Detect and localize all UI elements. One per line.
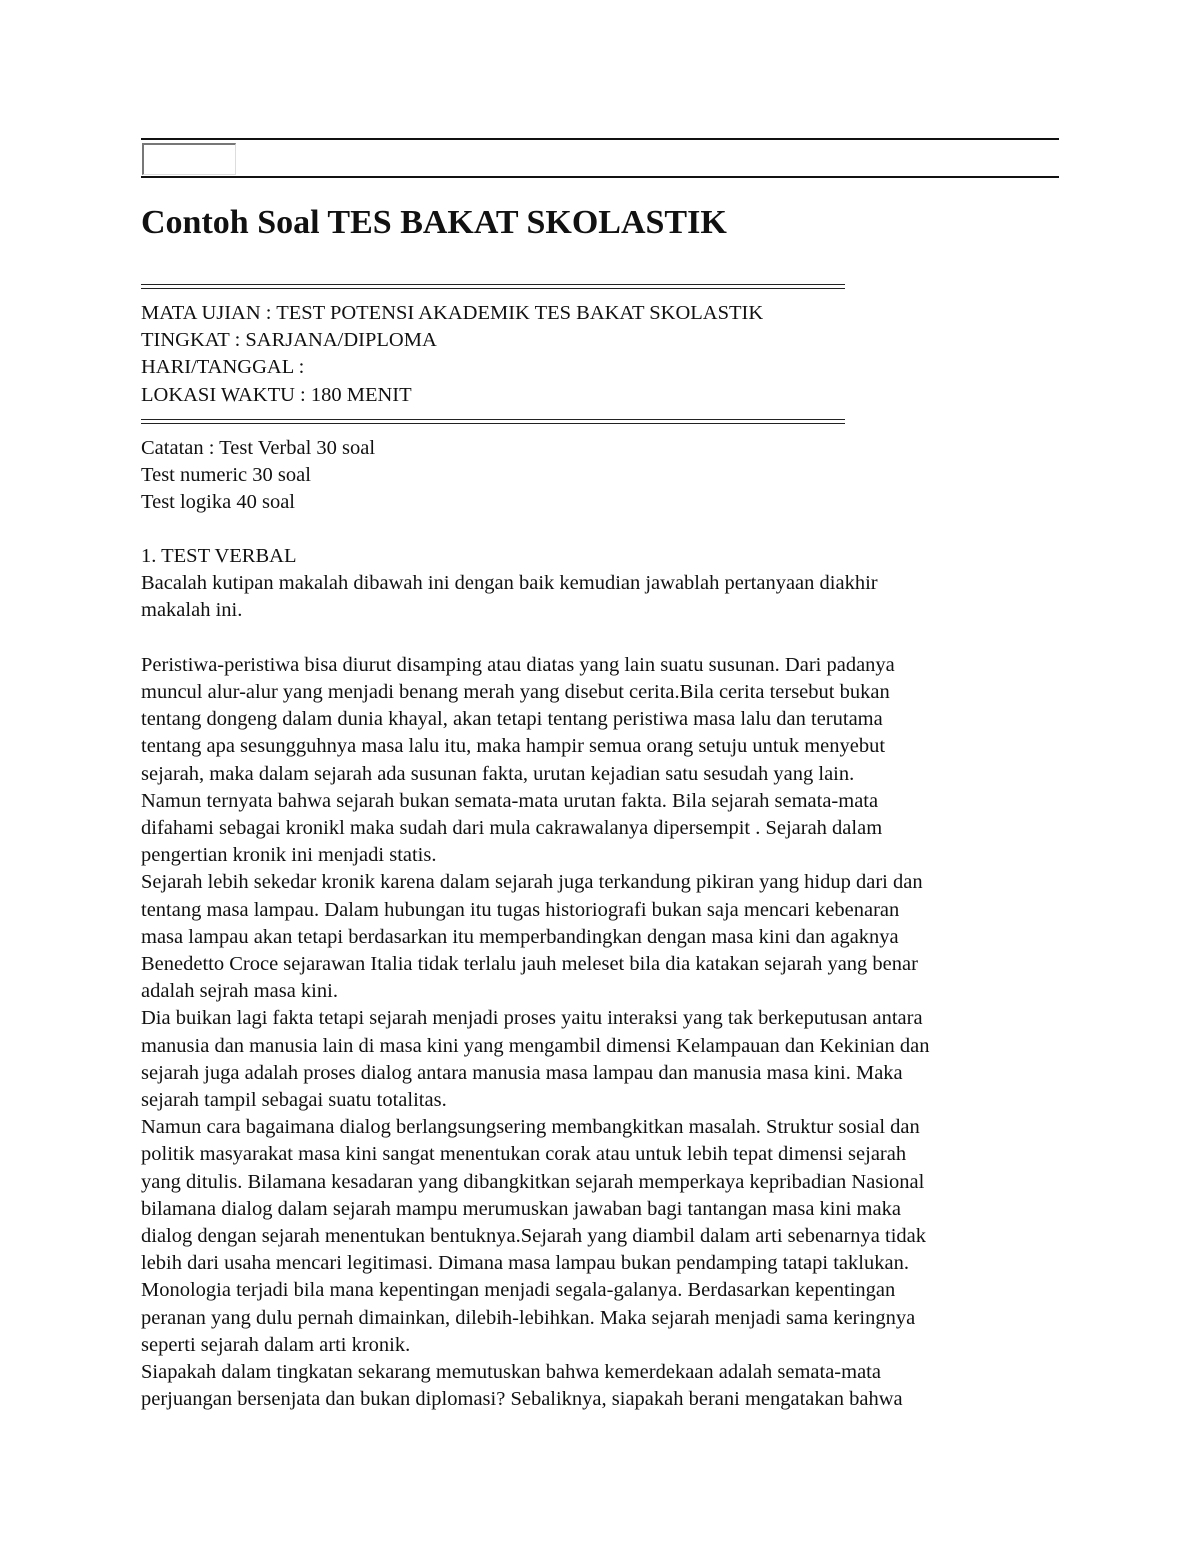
passage-line: tentang dongeng dalam dunia khayal, akan tetapi tentang peristiwa masa lalu dan terutama — [141, 708, 883, 731]
document-title: Contoh Soal TES BAKAT SKOLASTIK — [141, 204, 727, 241]
bottom-horizontal-rule — [141, 176, 1059, 178]
empty-input-box[interactable] — [142, 143, 236, 175]
passage-line: difahami sebagai kronikl maka sudah dari mula cakrawalanya dipersempit . Sejarah dalam — [141, 817, 883, 840]
instruction-line: Bacalah kutipan makalah dibawah ini dengan baik kemudian jawablah pertanyaan diakhir — [141, 572, 878, 595]
passage-line: Sejarah lebih sekedar kronik karena dalam sejarah juga terkandung pikiran yang hidup dari dan — [141, 871, 923, 894]
passage-line: masa lampau akan tetapi berdasarkan itu memperbandingkan dengan masa kini dan agaknya — [141, 925, 899, 948]
note-line: Test logika 40 soal — [141, 491, 296, 514]
passage-line: sejarah tampil sebagai suatu totalitas. — [141, 1089, 447, 1112]
note-line: Catatan : Test Verbal 30 soal — [141, 437, 376, 459]
passage-line: pengertian kronik ini menjadi statis. — [141, 844, 437, 867]
info-line: LOKASI WAKTU : 180 MENIT — [141, 383, 412, 406]
passage-line: Siapakah dalam tingkatan sekarang memutuskan bahwa kemerdekaan adalah semata-mata — [141, 1361, 881, 1384]
passage-line: tentang apa sesungguhnya masa lalu itu, maka hampir semua orang setuju untuk menyebut — [141, 735, 886, 758]
double-divider-bottom — [141, 419, 845, 424]
double-divider-top — [141, 284, 845, 289]
info-line: HARI/TANGGAL : — [141, 356, 305, 379]
passage-line: lebih dari usaha mencari legitimasi. Dimana masa lampau bukan pendamping tatapi taklukan. — [141, 1252, 909, 1275]
instruction-line: makalah ini. — [141, 599, 243, 622]
passage-line: peranan yang dulu pernah dimainkan, dilebih-lebihkan. Maka sejarah menjadi sama keringnya — [141, 1306, 916, 1329]
blank-line — [141, 625, 1059, 652]
notes-block — [141, 435, 1059, 517]
passage-line: Peristiwa-peristiwa bisa diurut disamping atau diatas yang lain suatu susunan. Dari padanya — [141, 653, 895, 676]
passage-line: perjuangan bersenjata dan bukan diplomasi? Sebaliknya, siapakah berani mengatakan bahwa — [141, 1388, 903, 1411]
passage-line: politik masyarakat masa kini sangat menentukan corak atau untuk lebih tepat dimensi sejarah — [141, 1143, 907, 1166]
passage-line: Benedetto Croce sejarawan Italia tidak terlalu jauh meleset bila dia katakan sejarah yang benar — [141, 953, 918, 976]
passage-line: tentang masa lampau. Dalam hubungan itu tugas historiografi bukan saja mencari kebenaran — [141, 898, 900, 921]
top-horizontal-rule — [141, 138, 1059, 140]
passage-line: manusia dan manusia lain di masa kini yang mengambil dimensi Kelampauan dan Kekinian dan — [141, 1034, 930, 1057]
passage — [141, 652, 1059, 1414]
section-heading: 1. TEST VERBAL — [141, 545, 297, 567]
passage-line: bilamana dialog dalam sejarah mampu merumuskan jawaban bagi tantangan masa kini maka — [141, 1197, 901, 1220]
passage-line: Namun ternyata bahwa sejarah bukan semata-mata urutan fakta. Bila sejarah semata-mata — [141, 789, 879, 812]
info-line: MATA UJIAN : TEST POTENSI AKADEMIK TES BAKAT SKOLASTIK — [141, 302, 764, 324]
passage-line: Monologia terjadi bila mana kepentingan menjadi segala-galanya. Berdasarkan kepentingan — [141, 1279, 896, 1302]
passage-line: adalah sejrah masa kini. — [141, 980, 338, 1003]
passage-line: Dia buikan lagi fakta tetapi sejarah menjadi proses yaitu interaksi yang tak berkeputusan antara — [141, 1007, 923, 1030]
exam-info-block — [141, 300, 1059, 409]
info-line: TINGKAT : SARJANA/DIPLOMA — [141, 329, 437, 352]
passage-line: Namun cara bagaimana dialog berlangsungsering membangkitkan masalah. Struktur sosial dan — [141, 1116, 920, 1139]
passage-line: muncul alur-alur yang menjadi benang merah yang disebut cerita.Bila cerita tersebut bukan — [141, 681, 890, 703]
passage-line: seperti sejarah dalam arti kronik. — [141, 1333, 411, 1356]
note-line: Test numeric 30 soal — [141, 464, 311, 487]
passage-line: yang ditulis. Bilamana kesadaran yang dibangkitkan sejarah memperkaya kepribadian Nasional — [141, 1170, 925, 1193]
verbal-section — [141, 543, 1059, 1413]
passage-line: sejarah, maka dalam sejarah ada susunan fakta, urutan kejadian satu sesudah yang lain. — [141, 762, 855, 785]
passage-line: sejarah juga adalah proses dialog antara manusia masa lampau dan manusia masa kini. Maka — [141, 1061, 903, 1084]
passage-line: dialog dengan sejarah menentukan bentuknya.Sejarah yang diambil dalam arti sebenarnya tidak — [141, 1225, 926, 1248]
